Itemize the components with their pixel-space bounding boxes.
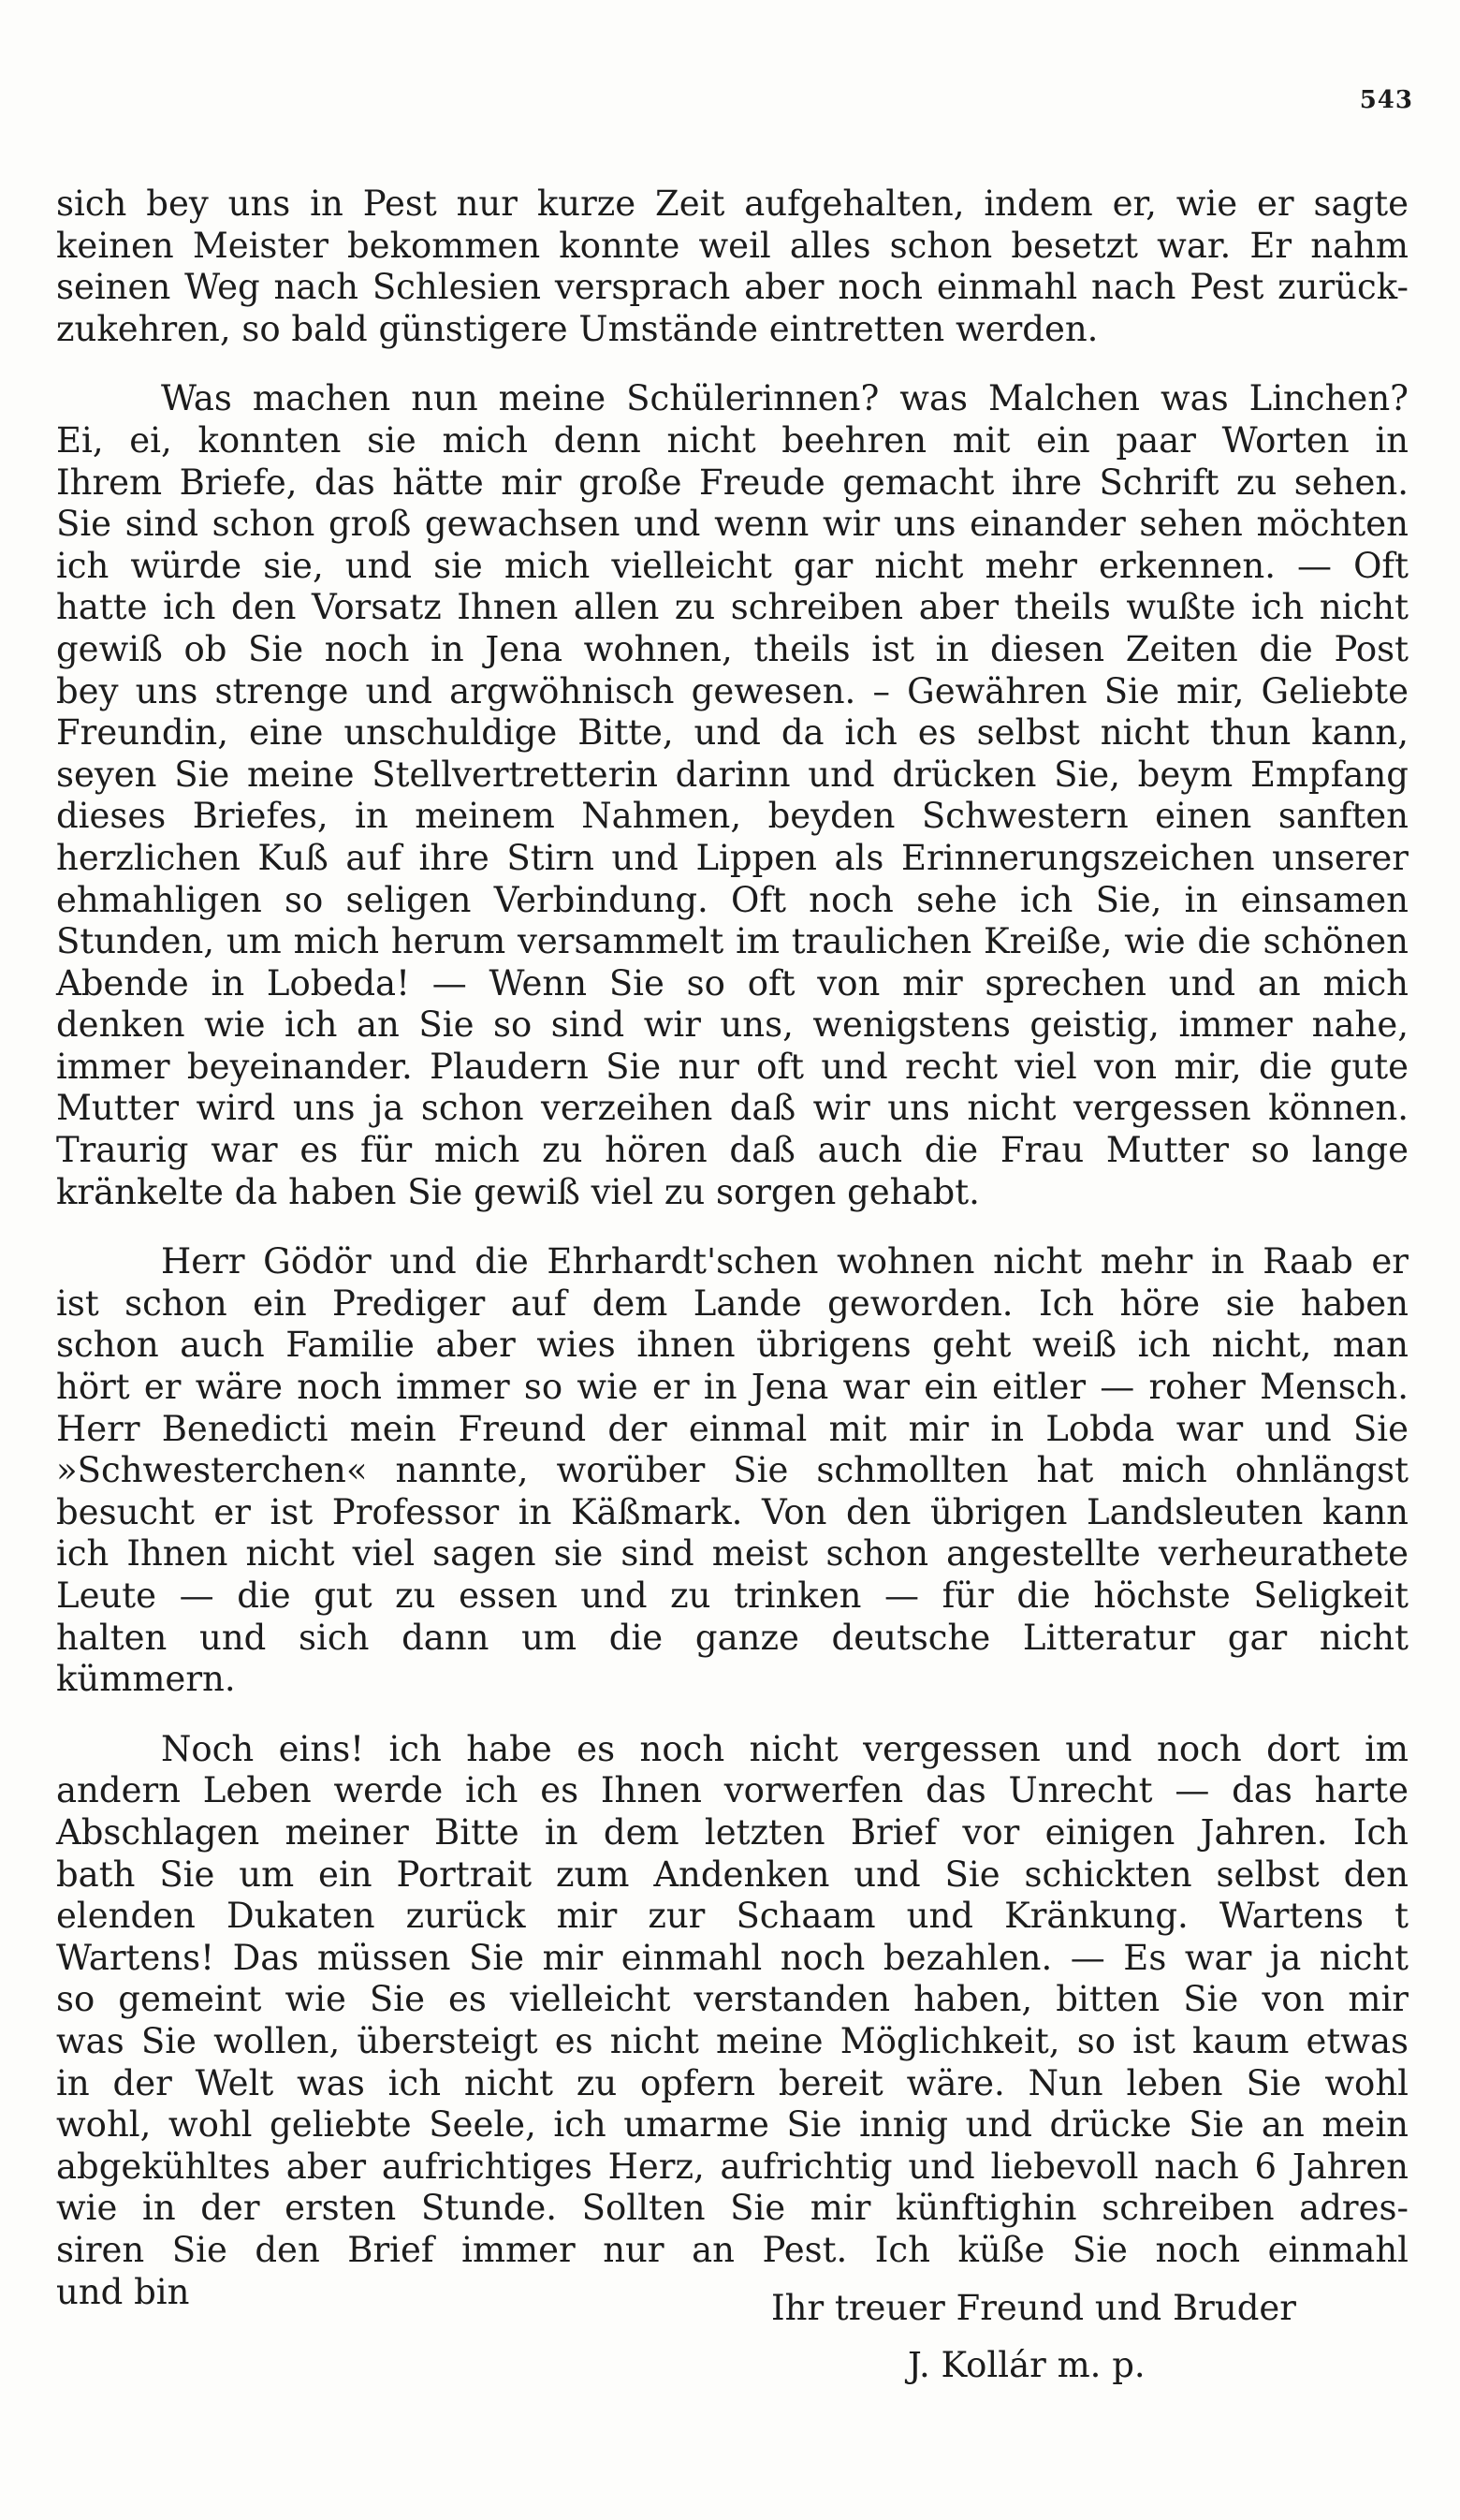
text-line: hört er wäre noch immer so wie er in Jena war ein eitler — roher Mensch. — [56, 1367, 1409, 1408]
text-line: zukehren, so bald günstigere Umstände eintretten werden. — [56, 308, 1099, 349]
text-line: keinen Meister bekommen konnte weil alles schon besetzt war. Er nahm — [56, 225, 1409, 266]
text-line: schon auch Familie aber wies ihnen übrigens geht weiß ich nicht, man — [56, 1325, 1409, 1366]
text-line: Was machen nun meine Schülerinnen? was Malchen was Linchen? — [161, 378, 1409, 419]
text-line: elenden Dukaten zurück mir zur Schaam und Kränkung. Wartens t — [56, 1896, 1409, 1937]
text-line: Ihrem Briefe, das hätte mir große Freude gemacht ihre Schrift zu sehen. — [56, 462, 1409, 503]
text-line: siren Sie den Brief immer nur an Pest. Ich küße Sie noch einmahl — [56, 2229, 1409, 2270]
text-line: Abschlagen meiner Bitte in dem letzten Brief vor einigen Jahren. Ich — [56, 1811, 1409, 1853]
text-line: »Schwesterchen« nannte, worüber Sie schmollten hat mich ohnlängst — [56, 1450, 1409, 1491]
text-line: dieses Briefes, in meinem Nahmen, beyden Schwestern einen sanften — [56, 796, 1409, 837]
text-line: andern Leben werde ich es Ihnen vorwerfen das Unrecht — das harte — [56, 1770, 1409, 1811]
text-line: bey uns strenge und argwöhnisch gewesen. – Gewähren Sie mir, Geliebte — [56, 670, 1409, 711]
text-line: Abende in Lobeda! — Wenn Sie so oft von mir sprechen und an mich — [56, 962, 1409, 1004]
text-line: kränkelte da haben Sie gewiß viel zu sorgen gehabt. — [56, 1171, 980, 1212]
text-line: in der Welt was ich nicht zu opfern bereit wäre. Nun leben Sie wohl — [56, 2062, 1409, 2103]
paragraph — [56, 1729, 1409, 2313]
text-line: seinen Weg nach Schlesien versprach aber noch einmahl nach Pest zurück- — [56, 267, 1409, 308]
page-number: 543 — [1359, 86, 1413, 114]
text-line: und bin — [56, 2271, 190, 2312]
text-line: halten und sich dann um die ganze deutsche Litteratur gar nicht — [56, 1617, 1409, 1658]
text-line: wohl, wohl geliebte Seele, ich umarme Sie innig und drücke Sie an mein — [56, 2104, 1409, 2146]
text-line: herzlichen Kuß auf ihre Stirn und Lippen als Erinnerungszeichen unserer — [56, 837, 1409, 878]
text-line: kümmern. — [56, 1659, 236, 1700]
text-line: immer beyeinander. Plaudern Sie nur oft und recht viel von mir, die gute — [56, 1046, 1409, 1087]
text-line: so gemeint wie Sie es vielleicht verstanden haben, bitten Sie von mir — [56, 1979, 1409, 2020]
paragraph — [56, 183, 1409, 350]
text-line: Stunden, um mich herum versammelt im traulichen Kreiße, wie die schönen — [56, 921, 1409, 962]
text-line: Herr Benedicti mein Freund der einmal mit mir in Lobda war und Sie — [56, 1408, 1409, 1449]
text-line: besucht er ist Professor in Käßmark. Von den übrigen Landsleuten kann — [56, 1491, 1409, 1532]
text-line: sich bey uns in Pest nur kurze Zeit aufgehalten, indem er, wie er sagte — [56, 183, 1409, 224]
text-line: Herr Gödör und die Ehrhardt'schen wohnen nicht mehr in Raab er — [161, 1241, 1409, 1282]
text-line: Sie sind schon groß gewachsen und wenn wir uns einander sehen möchten — [56, 504, 1409, 545]
text-line: ist schon ein Prediger auf dem Lande geworden. Ich höre sie haben — [56, 1282, 1409, 1324]
text-line: wie in der ersten Stunde. Sollten Sie mir künftighin schreiben adres- — [56, 2188, 1409, 2229]
paragraph — [56, 1241, 1409, 1701]
paragraph — [56, 378, 1409, 1213]
text-line: seyen Sie meine Stellvertretterin darinn und drücken Sie, beym Empfang — [56, 754, 1409, 795]
text-line: hatte ich den Vorsatz Ihnen allen zu schreiben aber theils wußte ich nicht — [56, 587, 1409, 628]
text-line: Traurig war es für mich zu hören daß auch die Frau Mutter so lange — [56, 1130, 1409, 1171]
closing-signature: J. Kollár m. p. — [908, 2345, 1146, 2385]
text-line: ich würde sie, und sie mich vielleicht gar nicht mehr erkennen. — Oft — [56, 545, 1409, 586]
text-line: ehmahligen so seligen Verbindung. Oft noch sehe ich Sie, in einsamen — [56, 879, 1409, 920]
text-line: Ei, ei, konnten sie mich denn nicht beehren mit ein paar Worten in — [56, 419, 1409, 461]
text-line: was Sie wollen, übersteigt es nicht meine Möglichkeit, so ist kaum etwas — [56, 2020, 1409, 2061]
text-line: bath Sie um ein Portrait zum Andenken und Sie schickten selbst den — [56, 1853, 1409, 1895]
text-line: Mutter wird uns ja schon verzeihen daß wir uns nicht vergessen können. — [56, 1088, 1409, 1129]
closing-salutation: Ihr treuer Freund und Bruder — [771, 2288, 1296, 2328]
letter-body — [56, 183, 1409, 2341]
text-line: gewiß ob Sie noch in Jena wohnen, theils ist in diesen Zeiten die Post — [56, 628, 1409, 669]
text-line: Noch eins! ich habe es noch nicht vergessen und noch dort im — [161, 1728, 1409, 1769]
text-line: ich Ihnen nicht viel sagen sie sind meist schon angestellte verheurathete — [56, 1533, 1409, 1575]
text-line: denken wie ich an Sie so sind wir uns, wenigstens geistig, immer nahe, — [56, 1004, 1409, 1046]
text-line: Leute — die gut zu essen und zu trinken — für die höchste Seligkeit — [56, 1575, 1409, 1616]
text-line: Wartens! Das müssen Sie mir einmahl noch bezahlen. — Es war ja nicht — [56, 1937, 1409, 1978]
text-line: Freundin, eine unschuldige Bitte, und da ich es selbst nicht thun kann, — [56, 712, 1409, 754]
text-line: abgekühltes aber aufrichtiges Herz, aufrichtig und liebevoll nach 6 Jahren — [56, 2146, 1409, 2187]
